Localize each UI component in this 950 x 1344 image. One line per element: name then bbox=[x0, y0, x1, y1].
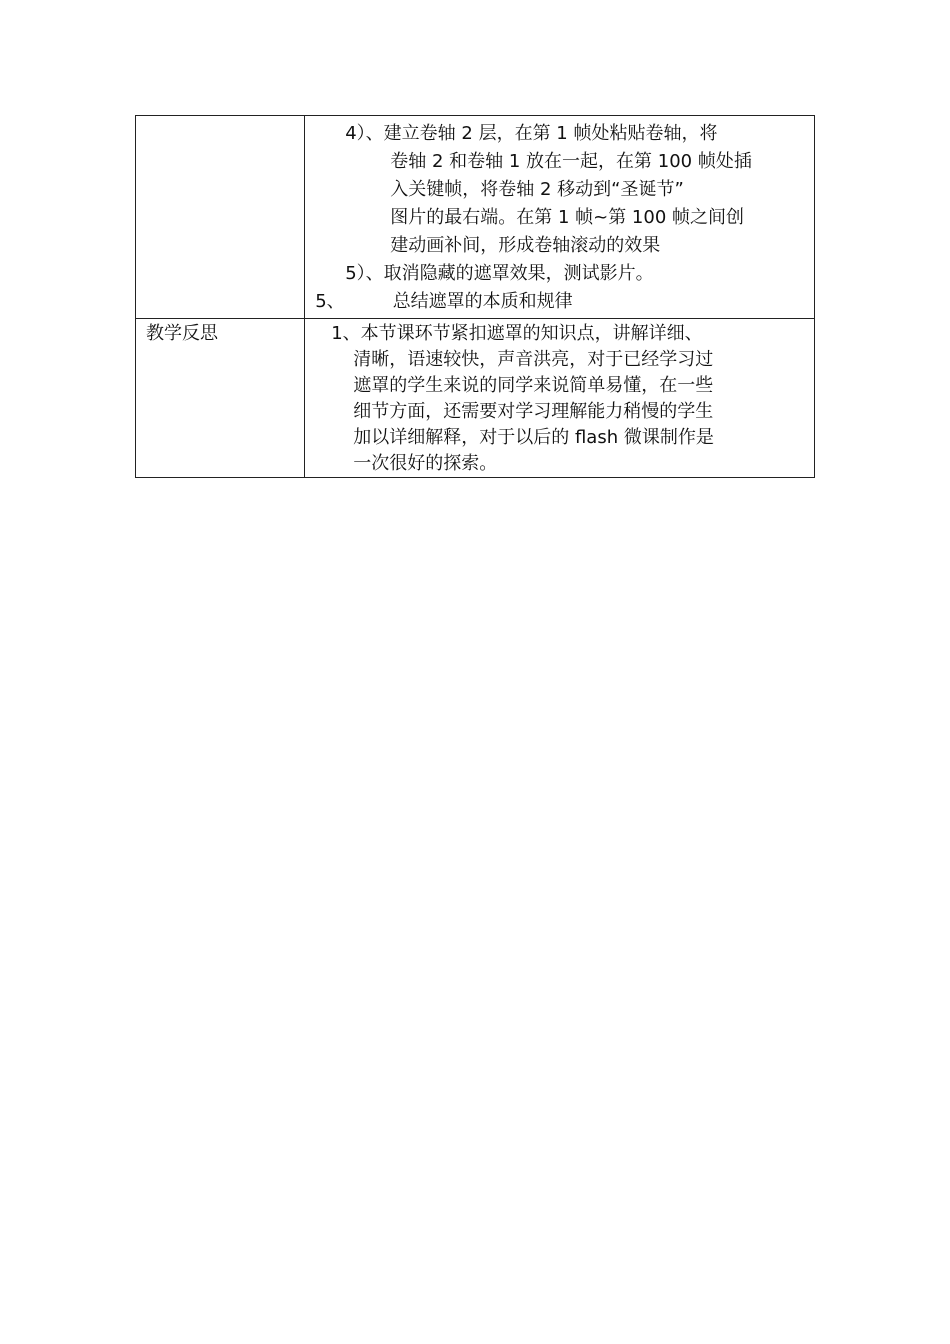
table-row bbox=[136, 319, 815, 478]
step-4-line-4: 图片的最右端。在第 1 帧~第 100 帧之间创 bbox=[390, 207, 745, 228]
step-4-line-3: 入关键帧，将卷轴 2 移动到“圣诞节” bbox=[390, 179, 684, 200]
row-content-cell bbox=[305, 116, 815, 319]
summary-line bbox=[305, 288, 814, 316]
steps-content bbox=[305, 116, 814, 318]
summary-number: 5、 bbox=[315, 291, 345, 312]
row-label-cell bbox=[136, 319, 305, 478]
reflection-content bbox=[305, 319, 814, 477]
step-4-line-1: 4）、建立卷轴 2 层，在第 1 帧处粘贴卷轴，将 bbox=[345, 123, 718, 144]
lesson-plan-table bbox=[135, 115, 815, 478]
reflection-line: 加以详细解释，对于以后的 flash 微课制作是 bbox=[353, 427, 714, 448]
row-label-reflection: 教学反思 bbox=[146, 323, 218, 344]
reflection-line: 1、本节课环节紧扣遮罩的知识点，讲解详细、 bbox=[331, 323, 703, 344]
step-5-line: 5）、取消隐藏的遮罩效果，测试影片。 bbox=[345, 263, 654, 284]
reflection-line: 一次很好的探索。 bbox=[353, 453, 498, 474]
reflection-line: 遮罩的学生来说的同学来说简单易懂，在一些 bbox=[353, 375, 714, 396]
row-label-cell bbox=[136, 116, 305, 319]
step-4-line-2: 卷轴 2 和卷轴 1 放在一起，在第 100 帧处插 bbox=[390, 151, 752, 172]
step-4-line-5: 建动画补间，形成卷轴滚动的效果 bbox=[390, 235, 661, 256]
summary-text: 总结遮罩的本质和规律 bbox=[392, 291, 573, 312]
row-label bbox=[136, 116, 304, 118]
reflection-line: 清晰，语速较快，声音洪亮，对于已经学习过 bbox=[353, 349, 714, 370]
reflection-line: 细节方面，还需要对学习理解能力稍慢的学生 bbox=[353, 401, 714, 422]
table-row bbox=[136, 116, 815, 319]
row-content-cell bbox=[305, 319, 815, 478]
